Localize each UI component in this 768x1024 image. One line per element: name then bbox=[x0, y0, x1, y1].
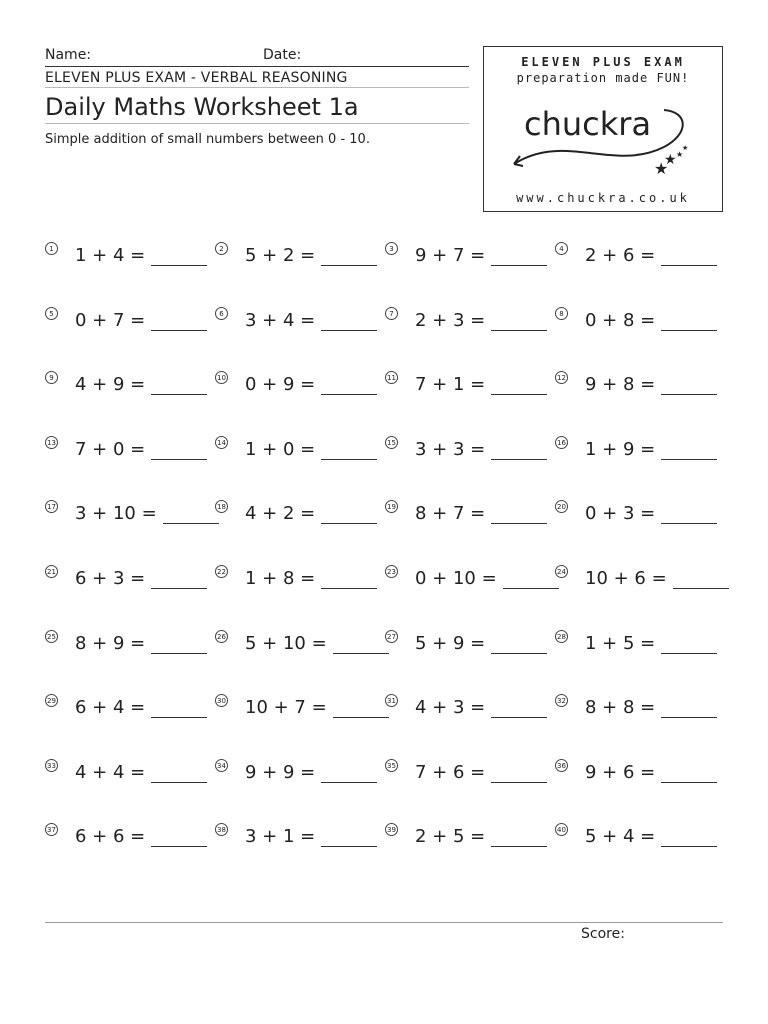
answer-blank[interactable] bbox=[661, 376, 717, 395]
problem-item bbox=[215, 563, 385, 595]
problem-number: 17 bbox=[45, 500, 58, 513]
problem-expression bbox=[585, 568, 729, 589]
problem-expression bbox=[75, 633, 207, 654]
problem-expression bbox=[245, 245, 377, 266]
problem-item bbox=[45, 821, 215, 853]
problem-number: 24 bbox=[555, 565, 568, 578]
problem-expression-text: 1 + 5 = bbox=[585, 632, 656, 654]
problem-number: 37 bbox=[45, 823, 58, 836]
problem-expression bbox=[415, 826, 547, 847]
problem-number: 1 bbox=[45, 242, 58, 255]
page-subtitle: Simple addition of small numbers between 0 - 10. bbox=[45, 132, 370, 147]
answer-blank[interactable] bbox=[333, 699, 389, 718]
problem-expression-text: 2 + 3 = bbox=[415, 309, 486, 331]
answer-blank[interactable] bbox=[151, 635, 207, 654]
problem-expression-text: 2 + 5 = bbox=[415, 826, 486, 848]
problem-item bbox=[215, 757, 385, 789]
problem-expression-text: 8 + 8 = bbox=[585, 697, 656, 719]
problem-item bbox=[45, 305, 215, 337]
problem-expression-text: 8 + 9 = bbox=[75, 632, 146, 654]
answer-blank[interactable] bbox=[321, 312, 377, 331]
footer-divider bbox=[45, 922, 723, 923]
date-label: Date: bbox=[263, 47, 302, 63]
problem-item bbox=[215, 498, 385, 530]
problem-item bbox=[45, 240, 215, 272]
problem-expression bbox=[585, 503, 717, 524]
answer-blank[interactable] bbox=[491, 764, 547, 783]
problem-expression bbox=[245, 568, 377, 589]
answer-blank[interactable] bbox=[151, 312, 207, 331]
problem-item bbox=[385, 821, 555, 853]
problem-item bbox=[215, 240, 385, 272]
problem-expression bbox=[585, 697, 717, 718]
problem-item bbox=[45, 628, 215, 660]
problem-item bbox=[215, 628, 385, 660]
problem-expression bbox=[415, 310, 547, 331]
problem-item bbox=[555, 628, 725, 660]
answer-blank[interactable] bbox=[661, 312, 717, 331]
chuckra-logo bbox=[483, 46, 723, 212]
problem-expression-text: 9 + 6 = bbox=[585, 761, 656, 783]
logo-tagline-exam: ELEVEN PLUS EXAM bbox=[521, 55, 685, 69]
problem-expression-text: 1 + 0 = bbox=[245, 438, 316, 460]
problem-item bbox=[45, 434, 215, 466]
problem-expression bbox=[75, 826, 207, 847]
problem-number: 26 bbox=[215, 630, 228, 643]
problem-expression bbox=[245, 503, 377, 524]
problem-expression-text: 6 + 6 = bbox=[75, 826, 146, 848]
problem-expression-text: 7 + 1 = bbox=[415, 374, 486, 396]
problem-item bbox=[555, 821, 725, 853]
answer-blank[interactable] bbox=[661, 699, 717, 718]
problem-expression-text: 9 + 8 = bbox=[585, 374, 656, 396]
answer-blank[interactable] bbox=[321, 505, 377, 524]
problem-expression bbox=[75, 310, 207, 331]
problem-number: 40 bbox=[555, 823, 568, 836]
problem-item bbox=[215, 692, 385, 724]
answer-blank[interactable] bbox=[321, 570, 377, 589]
answer-blank[interactable] bbox=[661, 635, 717, 654]
problem-expression-text: 3 + 1 = bbox=[245, 826, 316, 848]
problem-number: 15 bbox=[385, 436, 398, 449]
problem-expression-text: 1 + 4 = bbox=[75, 245, 146, 266]
problem-expression bbox=[585, 762, 717, 783]
problem-item bbox=[45, 498, 215, 530]
answer-blank[interactable] bbox=[151, 699, 207, 718]
answer-blank[interactable] bbox=[491, 699, 547, 718]
problem-number: 7 bbox=[385, 307, 398, 320]
problem-number: 14 bbox=[215, 436, 228, 449]
problem-number: 23 bbox=[385, 565, 398, 578]
problem-item bbox=[45, 369, 215, 401]
problem-expression bbox=[585, 310, 717, 331]
problem-expression-text: 5 + 2 = bbox=[245, 245, 316, 266]
problem-number: 27 bbox=[385, 630, 398, 643]
svg-text:★: ★ bbox=[664, 152, 677, 168]
problem-expression bbox=[585, 633, 717, 654]
problem-expression-text: 3 + 4 = bbox=[245, 309, 316, 331]
problem-item bbox=[385, 240, 555, 272]
problem-number: 32 bbox=[555, 694, 568, 707]
problem-item bbox=[555, 434, 725, 466]
answer-blank[interactable] bbox=[661, 764, 717, 783]
problem-item bbox=[385, 692, 555, 724]
answer-blank[interactable] bbox=[503, 570, 559, 589]
problem-number: 35 bbox=[385, 759, 398, 772]
problem-expression bbox=[245, 762, 377, 783]
problem-expression-text: 4 + 4 = bbox=[75, 761, 146, 783]
problem-expression-text: 9 + 7 = bbox=[415, 245, 486, 266]
problem-expression bbox=[75, 374, 207, 395]
problem-number: 20 bbox=[555, 500, 568, 513]
name-date-row bbox=[45, 44, 469, 67]
answer-blank[interactable] bbox=[321, 441, 377, 460]
problem-number: 11 bbox=[385, 371, 398, 384]
worksheet-header bbox=[45, 44, 469, 147]
problem-item bbox=[385, 434, 555, 466]
problem-number: 28 bbox=[555, 630, 568, 643]
problem-expression bbox=[75, 503, 219, 524]
problem-expression-text: 5 + 4 = bbox=[585, 826, 656, 848]
problem-number: 4 bbox=[555, 242, 568, 255]
problem-expression-text: 3 + 3 = bbox=[415, 438, 486, 460]
problem-number: 19 bbox=[385, 500, 398, 513]
problem-expression bbox=[75, 762, 207, 783]
problem-number: 39 bbox=[385, 823, 398, 836]
logo-brand-name: chuckra bbox=[524, 105, 652, 143]
problem-expression-text: 9 + 9 = bbox=[245, 761, 316, 783]
answer-blank[interactable] bbox=[661, 441, 717, 460]
problem-number: 31 bbox=[385, 694, 398, 707]
problem-expression bbox=[245, 439, 377, 460]
problem-number: 25 bbox=[45, 630, 58, 643]
problem-expression-text: 6 + 4 = bbox=[75, 697, 146, 719]
problem-number: 13 bbox=[45, 436, 58, 449]
problem-number: 2 bbox=[215, 242, 228, 255]
answer-blank[interactable] bbox=[163, 505, 219, 524]
problem-expression-text: 5 + 9 = bbox=[415, 632, 486, 654]
problem-expression-text: 10 + 6 = bbox=[585, 568, 667, 589]
problem-number: 12 bbox=[555, 371, 568, 384]
problem-item bbox=[555, 692, 725, 724]
answer-blank[interactable] bbox=[151, 828, 207, 847]
problem-item bbox=[385, 498, 555, 530]
problem-expression-text: 6 + 3 = bbox=[75, 568, 146, 589]
problem-expression bbox=[245, 374, 377, 395]
answer-blank[interactable] bbox=[491, 247, 547, 266]
problem-expression bbox=[415, 762, 547, 783]
answer-blank[interactable] bbox=[321, 828, 377, 847]
problem-number: 33 bbox=[45, 759, 58, 772]
problem-item bbox=[215, 821, 385, 853]
problem-item bbox=[385, 305, 555, 337]
problem-expression-text: 4 + 2 = bbox=[245, 503, 316, 525]
problem-expression bbox=[415, 633, 547, 654]
answer-blank[interactable] bbox=[321, 247, 377, 266]
problem-item bbox=[555, 305, 725, 337]
answer-blank[interactable] bbox=[491, 441, 547, 460]
exam-title: ELEVEN PLUS EXAM - VERBAL REASONING bbox=[45, 67, 469, 88]
answer-blank[interactable] bbox=[151, 570, 207, 589]
problem-expression bbox=[415, 503, 547, 524]
score-label: Score: bbox=[581, 926, 625, 942]
answer-blank[interactable] bbox=[491, 828, 547, 847]
problem-number: 22 bbox=[215, 565, 228, 578]
problem-item bbox=[385, 757, 555, 789]
problem-number: 29 bbox=[45, 694, 58, 707]
problem-item bbox=[555, 369, 725, 401]
problem-expression bbox=[415, 374, 547, 395]
problem-expression-text: 4 + 9 = bbox=[75, 374, 146, 396]
problem-number: 16 bbox=[555, 436, 568, 449]
problem-expression-text: 1 + 8 = bbox=[245, 568, 316, 589]
problem-expression bbox=[415, 439, 547, 460]
svg-text:★: ★ bbox=[682, 144, 689, 152]
answer-blank[interactable] bbox=[151, 764, 207, 783]
problem-expression-text: 0 + 7 = bbox=[75, 309, 146, 331]
problem-item bbox=[555, 498, 725, 530]
problem-expression-text: 0 + 10 = bbox=[415, 568, 497, 589]
problem-expression bbox=[585, 245, 717, 266]
problem-expression bbox=[415, 697, 547, 718]
problem-expression bbox=[415, 245, 547, 266]
problem-expression-text: 4 + 3 = bbox=[415, 697, 486, 719]
problem-item bbox=[215, 434, 385, 466]
problem-number: 36 bbox=[555, 759, 568, 772]
problem-number: 9 bbox=[45, 371, 58, 384]
problem-number: 18 bbox=[215, 500, 228, 513]
problem-item bbox=[215, 369, 385, 401]
problem-number: 38 bbox=[215, 823, 228, 836]
problem-expression bbox=[245, 697, 389, 718]
answer-blank[interactable] bbox=[491, 376, 547, 395]
problem-expression bbox=[245, 310, 377, 331]
problem-expression bbox=[245, 826, 377, 847]
svg-text:★: ★ bbox=[654, 159, 669, 178]
answer-blank[interactable] bbox=[491, 312, 547, 331]
answer-blank[interactable] bbox=[333, 635, 389, 654]
problem-item bbox=[555, 757, 725, 789]
problem-number: 3 bbox=[385, 242, 398, 255]
problem-expression-text: 0 + 3 = bbox=[585, 503, 656, 525]
page-title: Daily Maths Worksheet 1a bbox=[45, 88, 469, 124]
logo-tagline-fun: preparation made FUN! bbox=[516, 71, 690, 85]
answer-blank[interactable] bbox=[151, 247, 207, 266]
answer-blank[interactable] bbox=[661, 247, 717, 266]
problem-number: 8 bbox=[555, 307, 568, 320]
problem-expression bbox=[75, 568, 207, 589]
problem-item bbox=[215, 305, 385, 337]
problem-item bbox=[385, 628, 555, 660]
problem-expression bbox=[75, 245, 207, 266]
problem-item bbox=[45, 563, 215, 595]
problem-number: 30 bbox=[215, 694, 228, 707]
answer-blank[interactable] bbox=[321, 376, 377, 395]
problem-expression-text: 0 + 8 = bbox=[585, 309, 656, 331]
problem-expression bbox=[75, 697, 207, 718]
problem-expression bbox=[585, 826, 717, 847]
problem-expression bbox=[245, 633, 389, 654]
problem-item bbox=[45, 757, 215, 789]
answer-blank[interactable] bbox=[673, 570, 729, 589]
problem-item bbox=[45, 692, 215, 724]
answer-blank[interactable] bbox=[661, 505, 717, 524]
problem-expression bbox=[585, 439, 717, 460]
answer-blank[interactable] bbox=[491, 505, 547, 524]
answer-blank[interactable] bbox=[151, 441, 207, 460]
problem-item bbox=[555, 240, 725, 272]
answer-blank[interactable] bbox=[151, 376, 207, 395]
problem-expression bbox=[585, 374, 717, 395]
problem-expression-text: 5 + 10 = bbox=[245, 632, 327, 654]
problem-item bbox=[385, 369, 555, 401]
problem-number: 6 bbox=[215, 307, 228, 320]
problem-expression-text: 10 + 7 = bbox=[245, 697, 327, 719]
problem-expression-text: 7 + 6 = bbox=[415, 761, 486, 783]
problem-number: 5 bbox=[45, 307, 58, 320]
problem-expression-text: 1 + 9 = bbox=[585, 438, 656, 460]
problem-expression-text: 3 + 10 = bbox=[75, 503, 157, 525]
problem-expression bbox=[415, 568, 559, 589]
answer-blank[interactable] bbox=[321, 764, 377, 783]
problem-expression-text: 7 + 0 = bbox=[75, 438, 146, 460]
problem-number: 21 bbox=[45, 565, 58, 578]
problem-expression-text: 8 + 7 = bbox=[415, 503, 486, 525]
svg-text:★: ★ bbox=[676, 150, 684, 159]
problem-item bbox=[555, 563, 725, 595]
answer-blank[interactable] bbox=[661, 828, 717, 847]
problem-expression-text: 2 + 6 = bbox=[585, 245, 656, 266]
problem-expression-text: 0 + 9 = bbox=[245, 374, 316, 396]
problem-expression bbox=[75, 439, 207, 460]
problem-number: 10 bbox=[215, 371, 228, 384]
name-label: Name: bbox=[45, 47, 92, 63]
problem-number: 34 bbox=[215, 759, 228, 772]
answer-blank[interactable] bbox=[491, 635, 547, 654]
problem-item bbox=[385, 563, 555, 595]
logo-url: www.chuckra.co.uk bbox=[516, 191, 690, 205]
